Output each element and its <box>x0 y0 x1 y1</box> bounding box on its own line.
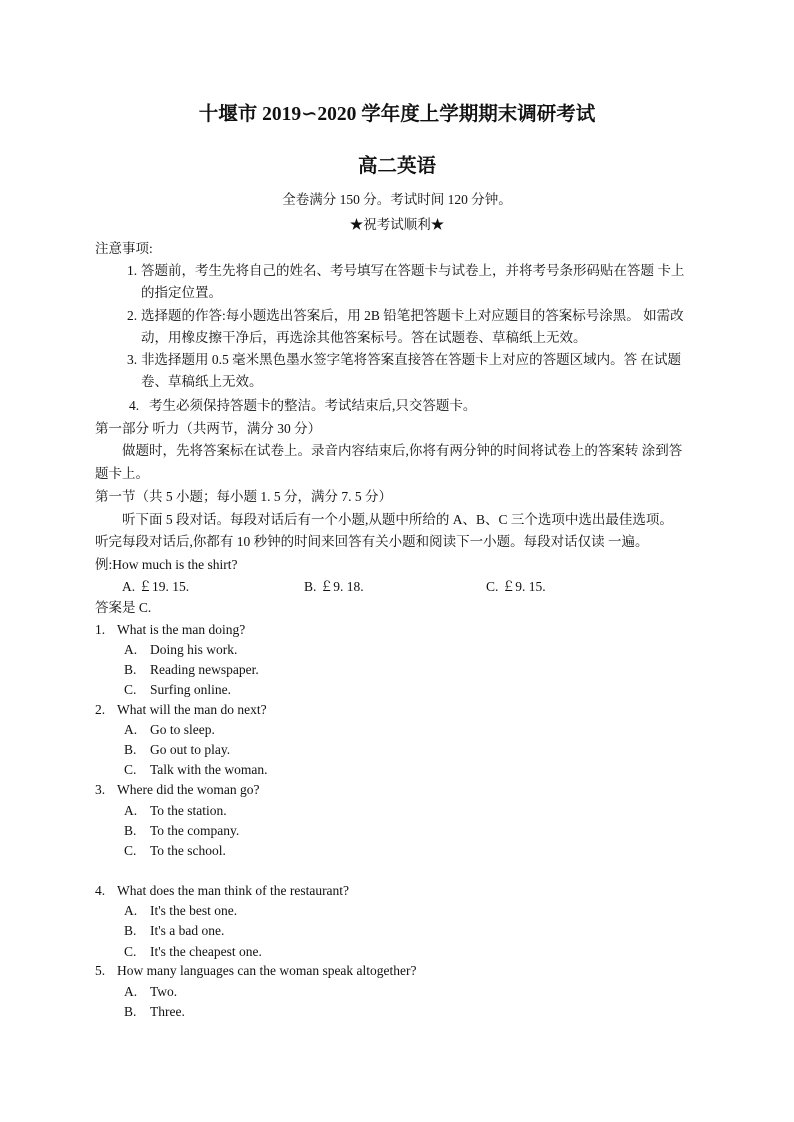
option-letter: B. <box>124 823 137 838</box>
notice-item-2-line-2: 动，用橡皮擦干净后，再选涂其他答案标号。答在试题卷、草稿纸上无效。 <box>141 330 587 345</box>
part1-heading: 第一部分 听力（共两节，满分 30 分） <box>95 421 322 436</box>
question-number: 5. <box>95 963 106 978</box>
option-letter: A. <box>124 903 138 918</box>
question-1-option-c <box>124 683 231 697</box>
question-2 <box>95 703 267 717</box>
option-text: Two. <box>150 984 178 999</box>
option-text: Go to sleep. <box>150 722 215 737</box>
option-text: Talk with the woman. <box>150 762 268 777</box>
exam-title: 十堰市 2019∽2020 学年度上学期期末调研考试 <box>198 104 596 125</box>
option-text: It's a bad one. <box>150 923 225 938</box>
notice-item-1-line-1: 答题前，考生先将自己的姓名、考号填写在答题卡与试卷上，并将考号条形码贴在答题 卡上 <box>141 263 685 278</box>
question-1-option-b <box>124 663 259 677</box>
question-2-option-c <box>124 763 268 777</box>
option-text: It's the cheapest one. <box>150 944 262 959</box>
option-letter: C. <box>124 944 137 959</box>
section1-instr-line-2: 听完每段对话后,你都有 10 秒钟的时间来回答有关小题和阅读下一小题。每段对话仅读 一遍。 <box>95 534 649 549</box>
question-2-option-b <box>124 743 230 757</box>
option-text: To the station. <box>150 803 227 818</box>
option-text: Doing his work. <box>150 642 238 657</box>
example-question: 例:How much is the shirt? <box>95 557 238 572</box>
question-number: 1. <box>95 622 106 637</box>
option-text: Surfing online. <box>150 682 231 697</box>
option-letter: B. <box>124 662 137 677</box>
notice-item-3-num: 3. <box>127 352 138 367</box>
option-letter: C. <box>124 762 137 777</box>
option-letter: B. <box>124 923 137 938</box>
exam-meta: 全卷满分 150 分。考试时间 120 分钟。 <box>282 192 512 207</box>
question-4-option-a <box>124 904 237 918</box>
question-5 <box>95 964 417 978</box>
example-option-b: B. ￡9. 18. <box>304 579 364 594</box>
section1-heading: 第一节（共 5 小题；每小题 1. 5 分，满分 7. 5 分） <box>95 489 392 504</box>
question-4-option-c <box>124 945 262 959</box>
option-text: To the company. <box>150 823 240 838</box>
part1-instr-line-1: 做题时，先将答案标在试卷上。录音内容结束后,你将有两分钟的时间将试卷上的答案转 涂到答 <box>122 443 683 458</box>
question-number: 3. <box>95 782 106 797</box>
part1-instr-line-2: 题卡上。 <box>95 466 149 481</box>
question-4-option-b <box>124 924 224 938</box>
notice-item-2-line-1: 选择题的作答:每小题选出答案后，用 2B 铅笔把答题卡上对应题目的答案标号涂黑。 如需改 <box>141 308 684 323</box>
question-5-option-b <box>124 1005 185 1019</box>
question-text: What is the man doing? <box>117 622 246 637</box>
notice-item-3-line-2: 卷、草稿纸上无效。 <box>141 374 263 389</box>
option-letter: B. <box>124 1004 137 1019</box>
question-text: Where did the woman go? <box>117 782 260 797</box>
option-text: Reading newspaper. <box>150 662 259 677</box>
notice-label: 注意事项: <box>95 241 153 256</box>
question-3-option-b <box>124 824 239 838</box>
question-3-option-c <box>124 844 226 858</box>
option-letter: A. <box>124 642 138 657</box>
question-1-option-a <box>124 643 237 657</box>
section1-instr-line-1: 听下面 5 段对话。每段对话后有一个小题,从题中所给的 A、B、C 三个选项中选出最佳选项。 <box>122 512 673 527</box>
example-answer: 答案是 C. <box>95 600 152 615</box>
example-option-a: A. ￡19. 15. <box>122 579 190 594</box>
notice-item-3-line-1: 非选择题用 0.5 毫米黑色墨水签字笔将答案直接答在答题卡上对应的答题区域内。答 在试题 <box>141 352 681 367</box>
question-number: 4. <box>95 883 106 898</box>
option-text: To the school. <box>150 843 226 858</box>
option-text: Go out to play. <box>150 742 231 757</box>
example-option-c: C. ￡9. 15. <box>486 579 546 594</box>
question-4 <box>95 884 349 898</box>
question-5-option-a <box>124 985 177 999</box>
option-letter: A. <box>124 984 138 999</box>
question-text: How many languages can the woman speak altogether? <box>117 963 417 978</box>
question-3 <box>95 783 259 797</box>
question-3-option-a <box>124 804 227 818</box>
option-letter: C. <box>124 682 137 697</box>
exam-wish: ★祝考试顺利★ <box>349 217 445 232</box>
exam-subject: 高二英语 <box>357 156 436 177</box>
question-1 <box>95 623 245 637</box>
question-text: What does the man think of the restaurant? <box>117 883 350 898</box>
option-letter: B. <box>124 742 137 757</box>
notice-item-2-num: 2. <box>127 308 138 323</box>
option-letter: A. <box>124 803 138 818</box>
notice-item-4-num: 4. <box>129 398 140 413</box>
question-text: What will the man do next? <box>117 702 267 717</box>
question-number: 2. <box>95 702 106 717</box>
option-letter: A. <box>124 722 138 737</box>
notice-item-4-line-1: 考生必须保持答题卡的整洁。考试结束后,只交答题卡。 <box>149 398 477 413</box>
notice-item-1-line-2: 的指定位置。 <box>141 285 222 300</box>
option-letter: C. <box>124 843 137 858</box>
option-text: It's the best one. <box>150 903 238 918</box>
notice-item-1-num: 1. <box>127 263 138 278</box>
option-text: Three. <box>150 1004 185 1019</box>
question-2-option-a <box>124 723 215 737</box>
